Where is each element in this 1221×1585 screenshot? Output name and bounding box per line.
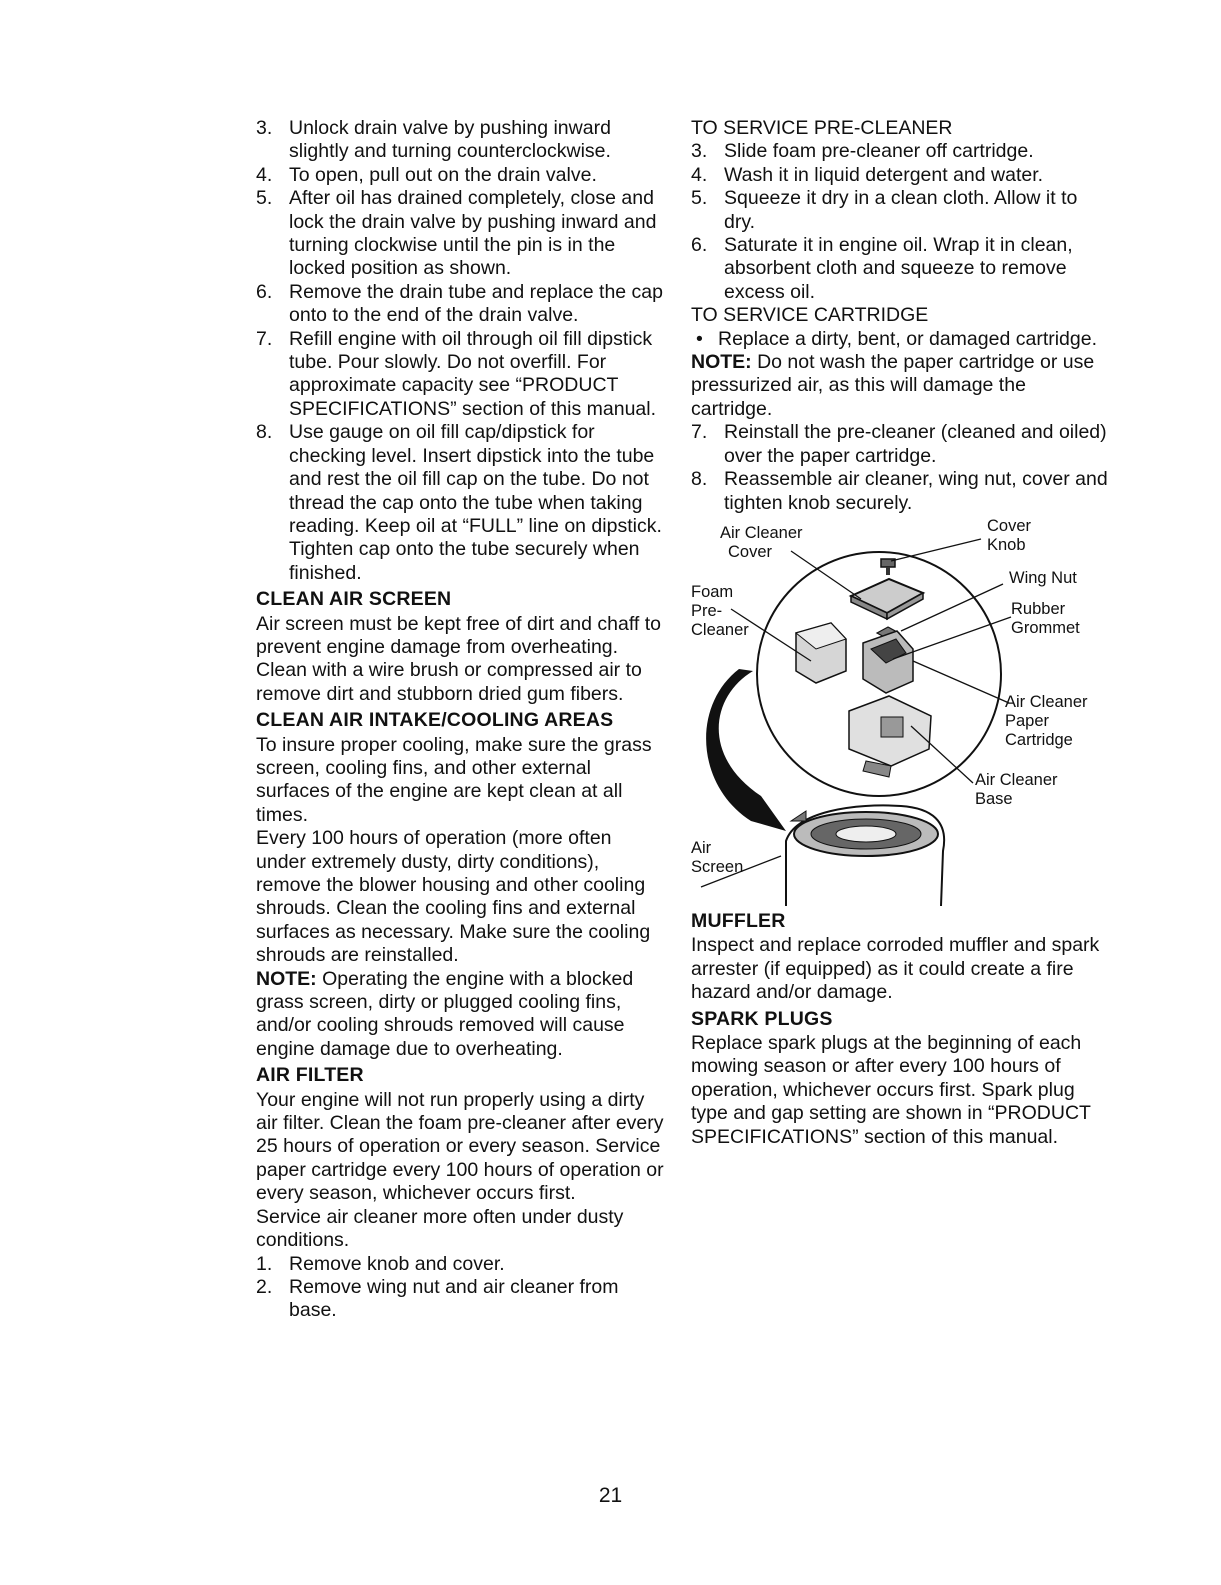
label-air-screen: Air Screen — [691, 838, 744, 876]
precleaner-steps — [691, 140, 1111, 304]
step-number: 6. — [256, 280, 273, 303]
foam-precleaner-part — [796, 623, 846, 683]
engine-part — [786, 805, 944, 906]
list-item — [256, 1276, 666, 1323]
paragraph-intake-1: To insure proper cooling, make sure the grass screen, cooling fins, and other external surfaces of the engine are kept clean at all times. — [256, 733, 652, 826]
step-text: Saturate it in engine oil. Wrap it in clean, absorbent cloth and squeeze to remove excess oil. — [724, 234, 1073, 303]
note-cartridge — [691, 351, 1111, 421]
list-item — [256, 187, 666, 281]
air-cleaner-diagram — [691, 516, 1111, 907]
list-item — [256, 117, 666, 164]
step-text: Reinstall the pre-cleaner (cleaned and oiled) over the paper cartridge. — [724, 421, 1107, 467]
paragraph-air-filter-2: Service air cleaner more often under dusty conditions. — [256, 1205, 624, 1252]
list-item — [256, 164, 666, 187]
list-item — [691, 164, 1111, 187]
list-item — [691, 468, 1111, 515]
step-number: 8. — [691, 468, 708, 491]
list-item — [256, 328, 666, 422]
note-label: NOTE: — [256, 967, 317, 990]
step-number: 5. — [256, 187, 273, 210]
step-text: Refill engine with oil through oil fill dipstick tube. Pour slowly. Do not overfill. For approximate capacity see “PRODUCT SPECIFICATIONS” section of this manual. — [289, 327, 657, 420]
step-number: 6. — [691, 234, 708, 257]
step-number: 3. — [691, 140, 708, 163]
note-text: Do not wash the paper cartridge or use pressurized air, as this will damage the cartridge. — [691, 351, 1095, 420]
list-item — [691, 234, 1111, 304]
step-number: 7. — [256, 327, 273, 350]
section-heading-service-cartridge: TO SERVICE CARTRIDGE — [691, 304, 929, 327]
oil-change-steps — [256, 117, 666, 585]
section-heading-clean-air-intake: CLEAN AIR INTAKE/COOLING AREAS — [256, 709, 614, 732]
step-text: Unlock drain valve by pushing inward slightly and turning counterclockwise. — [289, 117, 611, 163]
step-number: 8. — [256, 421, 273, 444]
label-air-cleaner-cover: Air Cleaner Cover — [720, 523, 803, 561]
cartridge-steps — [691, 421, 1111, 515]
step-number: 1. — [256, 1252, 273, 1275]
step-text: Remove the drain tube and replace the cap onto to the end of the drain valve. — [289, 280, 663, 327]
left-column — [256, 117, 666, 1323]
step-number: 2. — [256, 1275, 273, 1298]
section-heading-muffler: MUFFLER — [691, 909, 786, 932]
step-text: Wash it in liquid detergent and water. — [724, 163, 1044, 186]
step-text: Remove knob and cover. — [289, 1252, 505, 1275]
step-number: 4. — [691, 163, 708, 186]
bullet-text: Replace a dirty, bent, or damaged cartridge. — [718, 327, 1098, 350]
paragraph-spark-plugs: Replace spark plugs at the beginning of each mowing season or after every 100 hours of operation, whichever occurs first. Spark plug type and gap setting are shown in “PRODUCT SPECIFICATIONS” section of this manual. — [691, 1031, 1091, 1148]
step-text: After oil has drained completely, close and lock the drain valve by pushing inward and turning clockwise until the pin is in the locked position as shown. — [289, 187, 657, 280]
list-item — [691, 187, 1111, 234]
label-paper-cartridge: Air Cleaner Paper Cartridge — [1005, 692, 1088, 749]
right-column — [691, 117, 1111, 1149]
label-rubber-grommet: Rubber Grommet — [1011, 599, 1080, 637]
bullet-icon: • — [696, 327, 703, 350]
section-heading-air-filter: AIR FILTER — [256, 1064, 364, 1087]
list-item — [256, 281, 666, 328]
label-cover-knob: Cover Knob — [987, 516, 1032, 554]
air-filter-steps — [256, 1253, 666, 1323]
label-foam-precleaner: Foam Pre- Cleaner — [691, 582, 749, 639]
list-item — [691, 421, 1111, 468]
step-text: Remove wing nut and air cleaner from base. — [289, 1275, 619, 1322]
bullet-item — [691, 328, 1111, 351]
page-number: 21 — [598, 1484, 623, 1507]
step-number: 7. — [691, 421, 708, 444]
note-overheating — [256, 968, 666, 1062]
paragraph-clean-air-screen: Air screen must be kept free of dirt and chaff to prevent engine damage from overheating. Clean with a wire brush or compressed air to remove dirt and stubborn dried gum fibers. — [256, 612, 662, 705]
paragraph-intake-2: Every 100 hours of operation (more often under extremely dusty, dirty conditions), remove the blower housing and other cooling shrouds. Clean the cooling fins and external surfaces as necessary. Make sure the cooling shrouds are reinstalled. — [256, 827, 651, 967]
section-heading-spark-plugs: SPARK PLUGS — [691, 1007, 833, 1030]
step-text: Slide foam pre-cleaner off cartridge. — [724, 140, 1034, 163]
paragraph-air-filter-1: Your engine will not run properly using a dirty air filter. Clean the foam pre-cleaner after every 25 hours of operation or every season. Service paper cartridge every 100 hours of operation or every season, whichever occurs first. — [256, 1088, 664, 1205]
list-item — [256, 421, 666, 585]
note-label: NOTE: — [691, 351, 752, 374]
step-text: Reassemble air cleaner, wing nut, cover and tighten knob securely. — [724, 468, 1108, 514]
step-number: 5. — [691, 187, 708, 210]
paragraph-muffler: Inspect and replace corroded muffler and spark arrester (if equipped) as it could create a fire hazard and/or damage. — [691, 934, 1100, 1004]
step-number: 3. — [256, 117, 273, 139]
section-heading-service-precleaner: TO SERVICE PRE-CLEANER — [691, 117, 953, 139]
paper-cartridge-part — [863, 631, 913, 693]
list-item — [256, 1253, 666, 1276]
step-text: Squeeze it dry in a clean cloth. Allow it to dry. — [724, 187, 1078, 233]
section-heading-clean-air-screen: CLEAN AIR SCREEN — [256, 588, 452, 611]
step-text: Use gauge on oil fill cap/dipstick for checking level. Insert dipstick into the tube and rest the oil fill cap on the tube. Do not thread the cap onto the tube when taking reading. Keep oil at “FULL” line on dipstick. Tighten cap onto the tube securely when finished. — [289, 421, 662, 584]
label-wing-nut: Wing Nut — [1009, 568, 1077, 587]
step-number: 4. — [256, 163, 273, 186]
list-item — [691, 140, 1111, 163]
step-text: To open, pull out on the drain valve. — [289, 163, 597, 186]
label-air-cleaner-base: Air Cleaner Base — [975, 770, 1058, 808]
note-text: Operating the engine with a blocked grass screen, dirty or plugged cooling fins, and/or cooling shrouds removed will cause engine damage due to overheating. — [256, 967, 634, 1060]
